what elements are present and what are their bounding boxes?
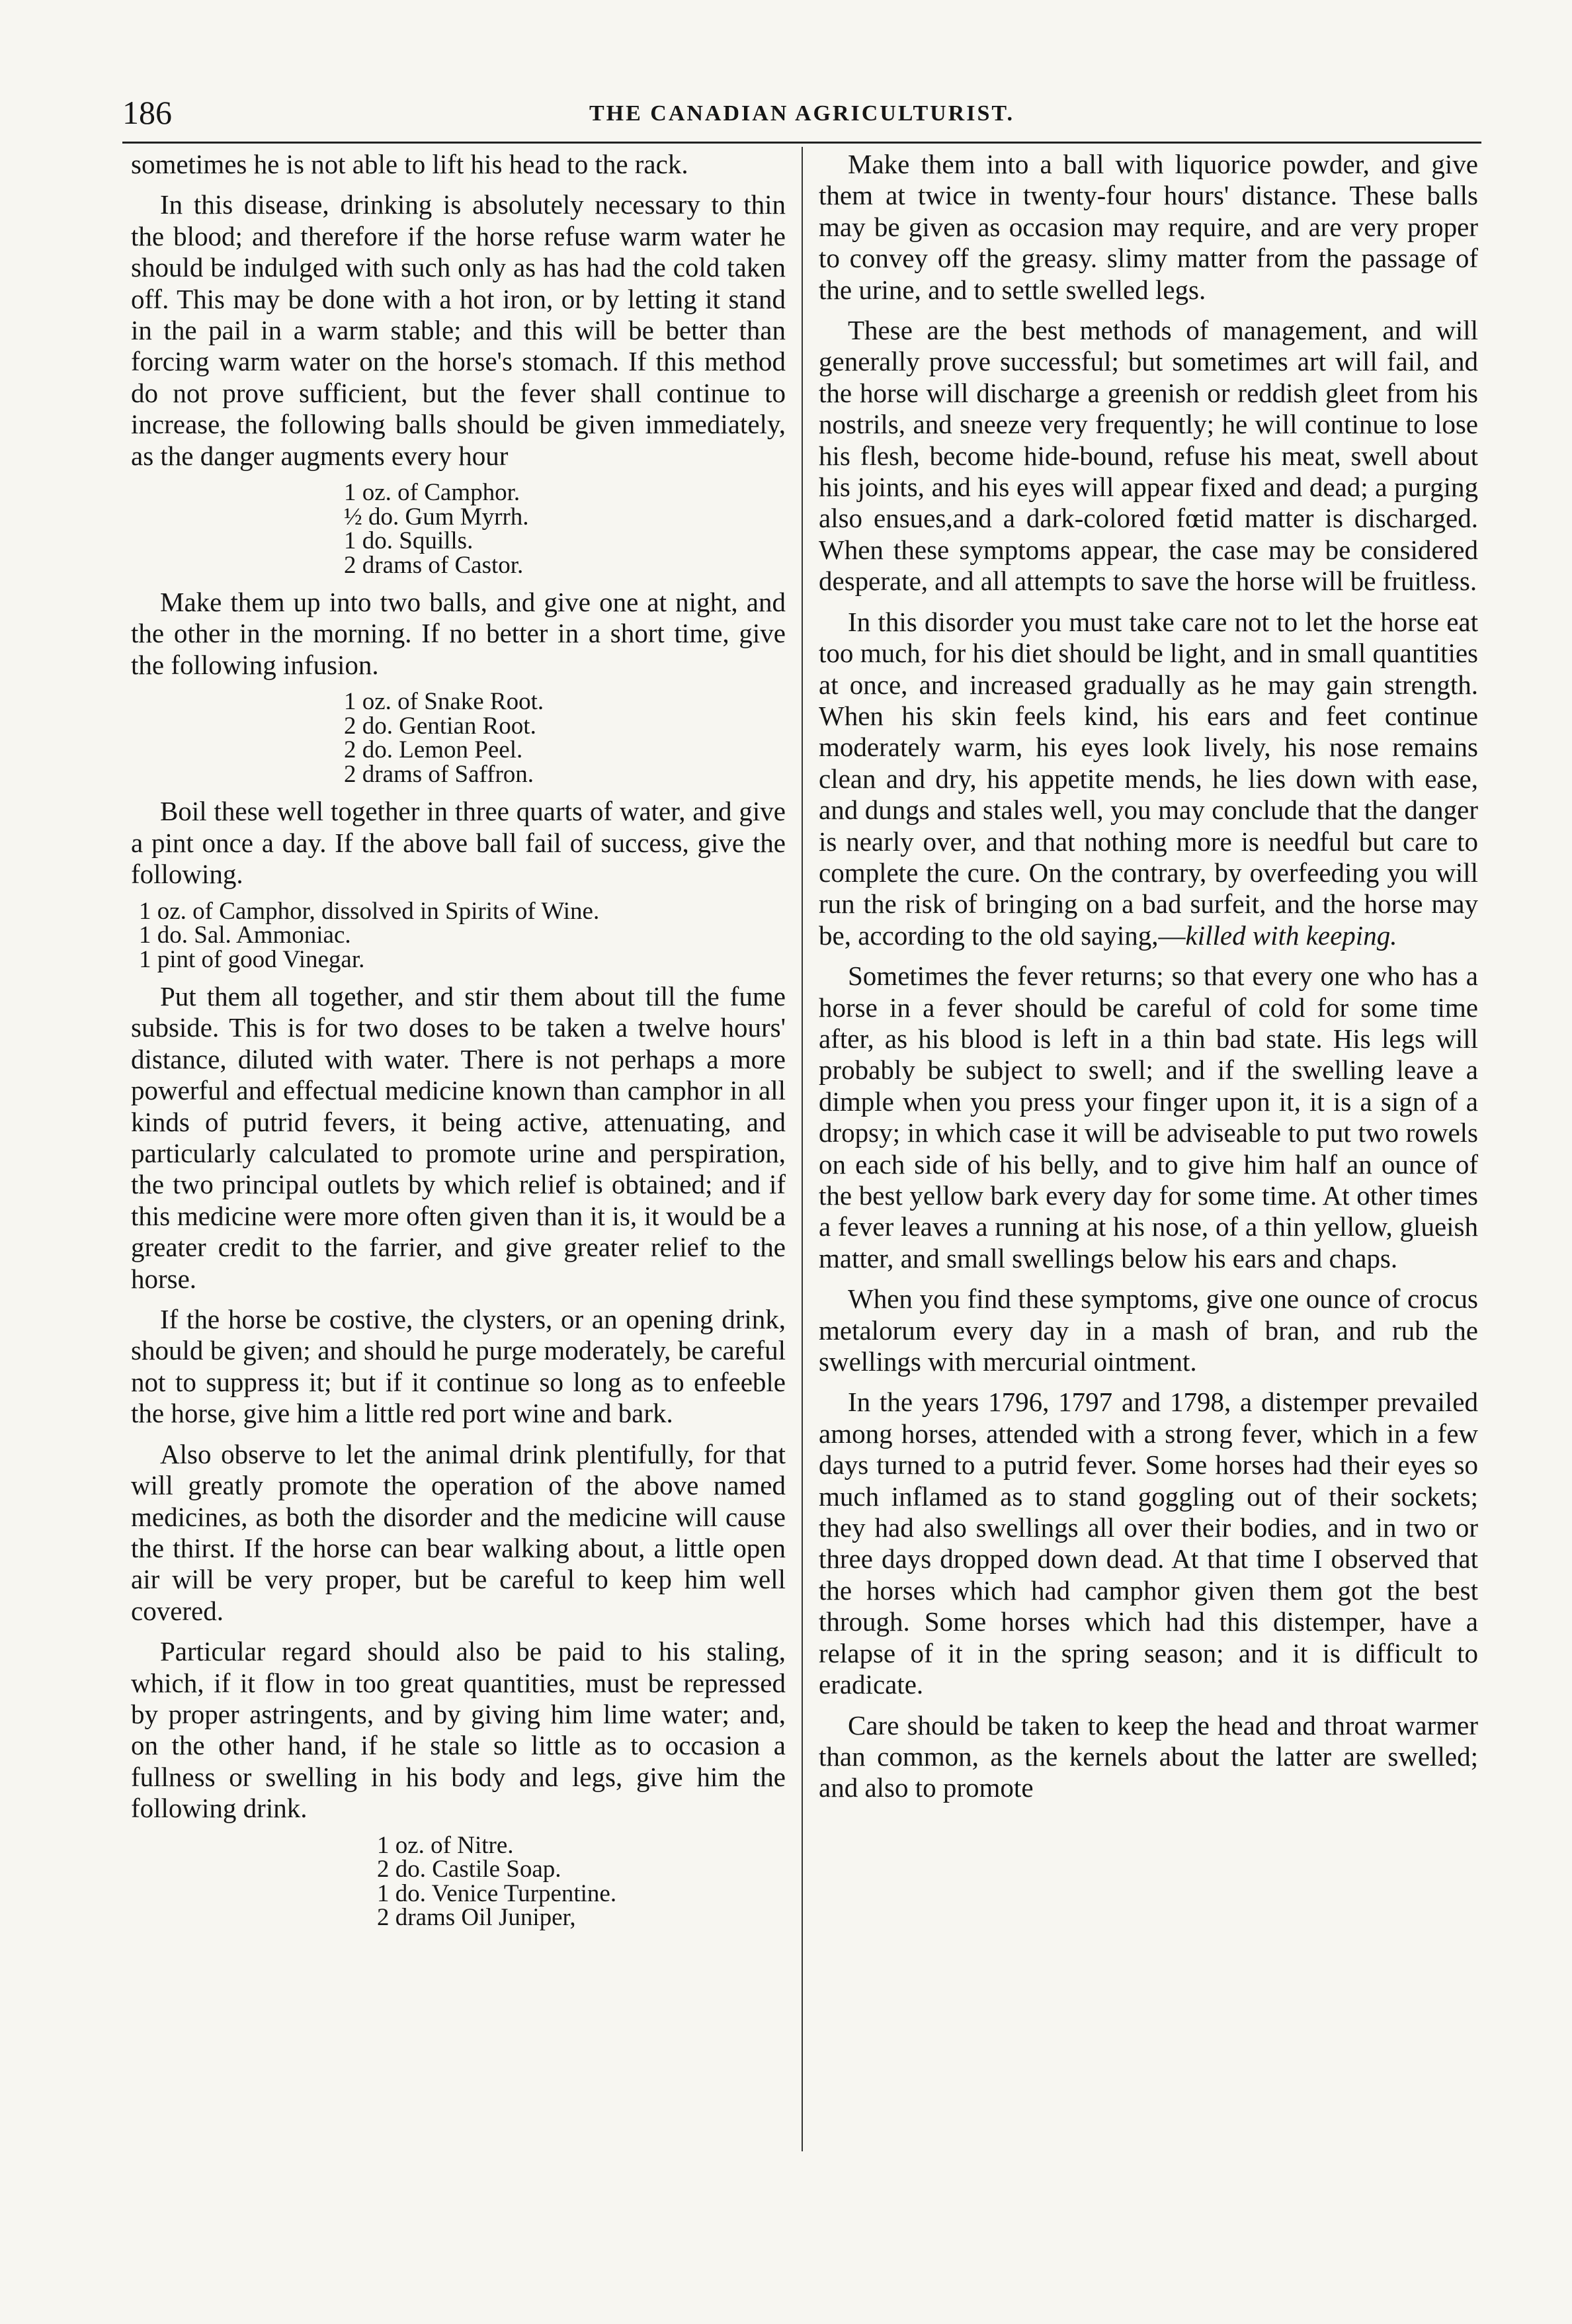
recipe-line: 2 drams of Saffron.: [344, 760, 534, 788]
paragraph: Sometimes the fever returns; so that every one who has a horse in a fever should be careful of cold for some time after, as his blood is left in a thin bad state. His legs will probably be subject to swell; and if the swelling leave a dimple when you press your finger upon it, it is a sign of a dropsy; in which case it will be adviseable to put two rowels on each side of his belly, and to give him half an ounce of the best yellow bark every day for some time. At other times a fever leaves a running at his nose, of a thin yellow, glueish matter, and small swellings below his ears and chaps.: [819, 961, 1478, 1273]
paragraph: [819, 607, 1478, 951]
paragraph: Particular regard should also be paid to his staling, which, if it flow in too great quantities, must be repressed by proper astringents, and by giving him lime water; and, on the other hand, if he stale so little as to occasion a fullness or swelling in his body and legs, give him the following drink.: [131, 1636, 786, 1824]
recipe-line: 2 do. Castile Soap.: [377, 1856, 561, 1883]
paragraph: Also observe to let the animal drink plentifully, for that will greatly promote the operation of the above named medicines, as both the disorder and the medicine will cause the thirst. If the horse can bear walking about, a little open air will be very proper, but be careful to keep him well covered.: [131, 1438, 786, 1626]
recipe-line: 1 do. Sal. Ammoniac.: [139, 922, 351, 949]
recipe-line: 2 drams Oil Juniper,: [377, 1904, 576, 1932]
recipe-line: 1 pint of good Vinegar.: [139, 945, 365, 973]
paragraph: In this disease, drinking is absolutely necessary to thin the blood; and therefore if the horse refuse warm water he should be indulged with such only as has had the cold taken off. This may be done with a hot iron, or by letting it stand in the pail in a warm stable; and this will be better than forcing warm water on the horse's stomach. If this method do not prove sufficient, but the fever shall continue to increase, the following balls should be given immediately, as the danger augments every hour: [131, 189, 786, 471]
paragraph: In the years 1796, 1797 and 1798, a distemper prevailed among horses, attended with a strong fever, which in a few days turned to a putrid fever. Some horses had their eyes so much inflamed as to stand goggling out of their sockets; they had also swellings all over their bodies, and in two or three days dropped down dead. At that time I observed that the horses which had camphor given them got the best through. Some horses which had this distemper, have a relapse of it in the spring season; and it is difficult to eradicate.: [819, 1387, 1478, 1700]
paragraph-text: In this disorder you must take care not to let the horse eat too much, for his diet should be light, and in small quantities at once, and increased gradually as he may gain strength. When his skin feels kind, his ears and feet continue moderately warm, his eyes look lively, his nose remains clean and dry, his appetite mends, he lies down with ease, and dungs and stales well, you may conclude that the danger is nearly over, and that nothing more is needful but care to complete the cure. On the contrary, by overfeeding you will run the risk of bringing on a bad surfeit, and the horse may be, according to the old saying,—: [819, 606, 1478, 951]
paragraph: If the horse be costive, the clysters, or an opening drink, should be given; and should he purge moderately, be careful not to suppress it; but if it continue so long as to enfeeble the horse, give him a little red port wine and bark.: [131, 1304, 786, 1429]
recipe-line: 2 do. Gentian Root.: [344, 712, 536, 740]
paragraph: Boil these well together in three quarts of water, and give a pint once a day. If the above ball fail of success, give the following.: [131, 796, 786, 890]
header-rule: [122, 142, 1481, 144]
left-column: [131, 149, 786, 1940]
page-header: [122, 91, 1481, 134]
recipe-line: 1 oz. of Camphor, dissolved in Spirits of Wine.: [139, 897, 600, 925]
page-number: 186: [122, 94, 172, 131]
paragraph: These are the best methods of management, and will generally prove successful; but sometimes art will fail, and the horse will discharge a greenish or reddish gleet from his nostrils, and sneeze very frequently; he will continue to lose his flesh, become hide-bound, refuse his meat, swell about his joints, and his eyes will appear fixed and dead; a purging also ensues,and a dark-colored fœtid matter is discharged. When these symptoms appear, the case may be considered desperate, and all attempts to save the horse will be fruitless.: [819, 315, 1478, 597]
paragraph: Care should be taken to keep the head and throat warmer than common, as the kernels about the latter are swelled; and also to promote: [819, 1709, 1478, 1803]
paragraph: Put them all together, and stir them about till the fume subside. This is for two doses to be taken a twelve hours' distance, diluted with water. There is not perhaps a more powerful and effectual medicine known than camphor in all kinds of putrid fevers, it being active, attenuating, and particularly calculated to promote urine and perspiration, the two principal outlets by which relief is obtained; and if this medicine were more often given than it is, it would be a greater credit to the farrier, and give greater relief to the horse.: [131, 981, 786, 1294]
recipe-line: 1 oz. of Snake Root.: [344, 688, 544, 716]
running-head: THE CANADIAN AGRICULTURIST.: [589, 101, 1015, 126]
recipe-list: [131, 690, 786, 787]
paragraph: sometimes he is not able to lift his head to the rack.: [131, 149, 688, 179]
italic-phrase: killed with keeping.: [1185, 920, 1397, 951]
recipe-line: 1 oz. of Nitre.: [377, 1831, 514, 1859]
right-column: [819, 149, 1478, 1813]
recipe-line: 2 do. Lemon Peel.: [344, 736, 523, 764]
column-divider: [802, 147, 803, 2151]
recipe-line: 2 drams of Castor.: [344, 551, 524, 579]
paragraph: When you find these symptoms, give one ounce of crocus metalorum every day in a mash of bran, and rub the swellings with mercurial ointment.: [819, 1283, 1478, 1377]
recipe-list: [131, 1831, 786, 1932]
recipe-list: [131, 481, 786, 578]
recipe-line: 1 do. Venice Turpentine.: [377, 1879, 617, 1907]
paragraph: Make them into a ball with liquorice powder, and give them at twice in twenty-four hours' distance. These balls may be given as occasion may require, and are very proper to convey off the greasy. slimy matter from the passage of the urine, and to settle swelled legs.: [819, 149, 1478, 305]
recipe-list: [131, 897, 786, 973]
recipe-line: 1 oz. of Camphor.: [344, 479, 520, 507]
recipe-line: ½ do. Gum Myrrh.: [344, 503, 529, 531]
recipe-line: 1 do. Squills.: [344, 527, 474, 555]
paragraph: Make them up into two balls, and give one at night, and the other in the morning. If no better in a short time, give the following infusion.: [131, 587, 786, 680]
